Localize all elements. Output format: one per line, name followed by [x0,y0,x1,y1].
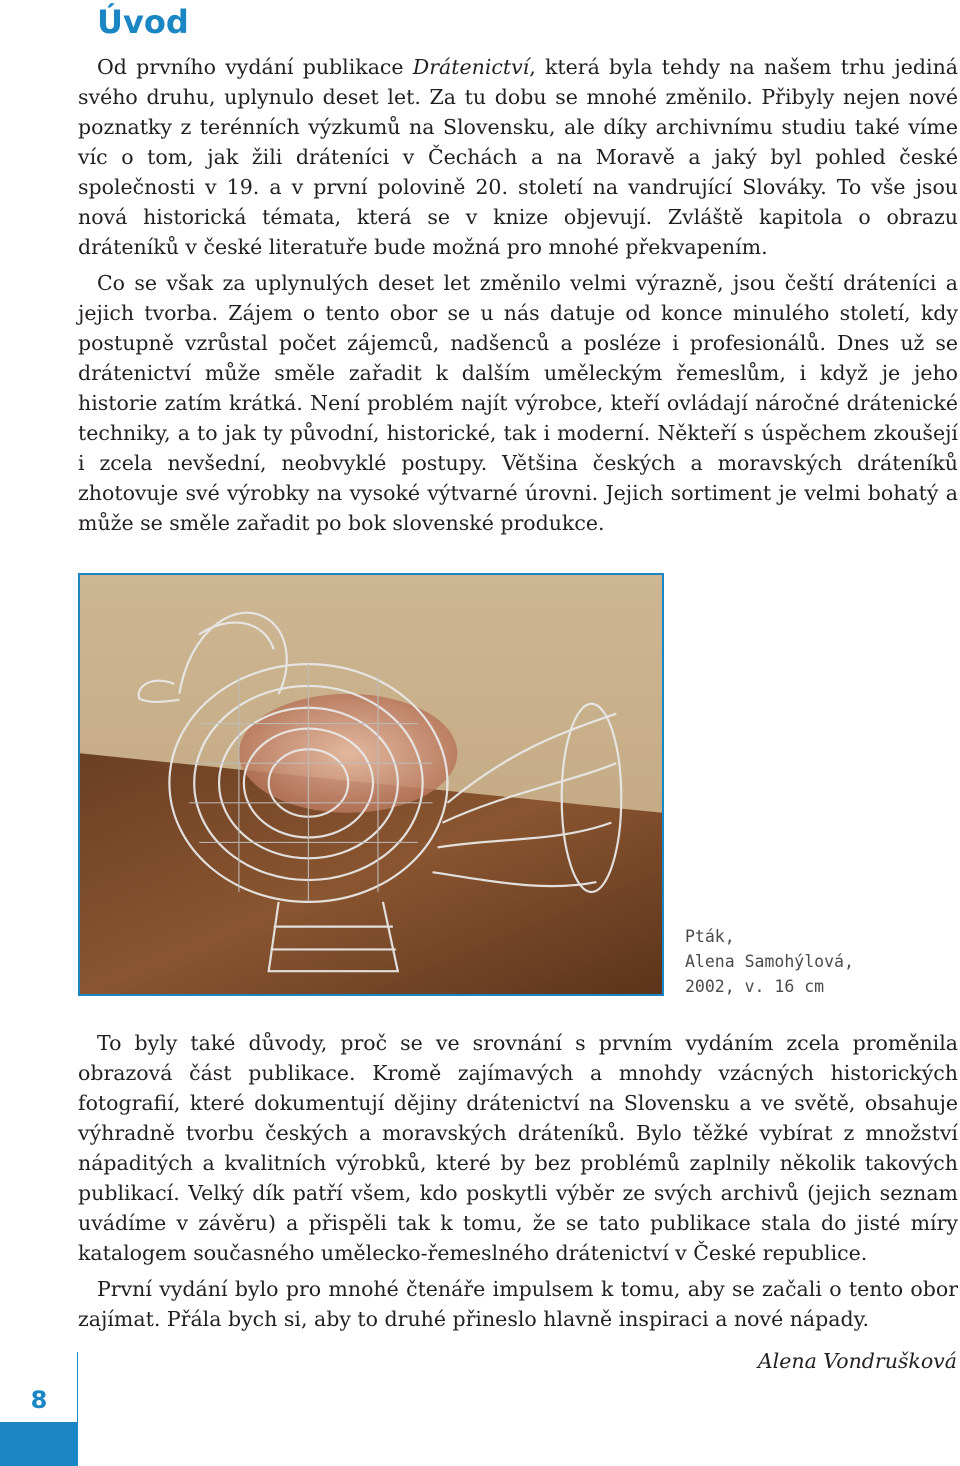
page-title: Úvod [97,3,189,41]
paragraph-1: Od prvního vydání publikace Drátenictví, která byla tehdy na našem trhu jediná svého druhu, uplynulo deset let. Za tu dobu se mnohé změnilo. Přibyly nejen nové poznatky z terénních výzkumů na Slovensku, ale díky archivnímu studiu také víme víc o tom, jak žili dráteníci v Čechách a na Moravě a jaký byl pohled české společnosti v 19. a v první polovině 20. století na vandrující Slováky. To vše jsou nová historická témata, která se v knize objevují. Zvláště kapitola o obrazu dráteníků v české literatuře bude možná pro mnohé překvapením. [78,55,959,259]
wire-bird-image [80,575,662,994]
paragraph-3: To byly také důvody, proč se ve srovnání s prvním vydáním zcela proměnila obrazová část publikace. Kromě zajímavých a mnohdy vzácných historických fotografií, které dokumentují dějiny drátenictví na Slovensku a ve světě, obsahuje výhradně tvorbu českých a moravských dráteníků. Bylo těžké vybírat z množství nápaditých a kvalitních výrobků, které by bez problémů zaplnily několik takových publikací. Velký dík patří všem, kdo poskytli výběr ze svých archivů (jejich seznam uvádíme v závěru) a přispěli tak k tomu, že se tato publikace stala do jisté míry katalogem současného umělecko-řemeslného drátenictví v České republice. [78,1031,958,1265]
photo-caption: Pták, Alena Samohýlová, 2002, v. 16 cm [685,927,854,996]
paragraph-4: První vydání bylo pro mnohé čtenáře impulsem k tomu, aby se začali o tento obor zajímat. Přála bych si, aby to druhé přineslo hlavně inspiraci a nové nápady. [78,1277,958,1331]
wire-bird-photo [78,573,664,996]
closing-text [78,1028,958,1334]
intro-text [78,52,958,538]
page-bar [0,1422,78,1466]
author-signature: Alena Vondrušková [757,1349,957,1373]
paragraph-2: Co se však za uplynulých deset let změnilo velmi výrazně, jsou čeští dráteníci a jejich tvorba. Zájem o tento obor se u nás datuje od konce minulého století, kdy postupně vzrůstal počet zájemců, nadšenců a posléze i profesionálů. Dnes už se drátenictví může směle zařadit k dalším uměleckým řemeslům, i když je jeho historie zatím krátká. Není problém najít výrobce, kteří ovládají náročné drátenické techniky, a to jak ty původní, historické, tak i moderní. Někteří s úspěchem zkoušejí i zcela nevšední, neobvyklé postupy. Většina českých a moravských dráteníků zhotovuje své výrobky na vysoké výtvarné úrovni. Jejich sortiment je velmi bohatý a může se směle zařadit po bok slovenské produkce. [78,271,958,535]
page-number: 8 [30,1386,48,1414]
publication-title: Drátenictví [412,55,530,79]
